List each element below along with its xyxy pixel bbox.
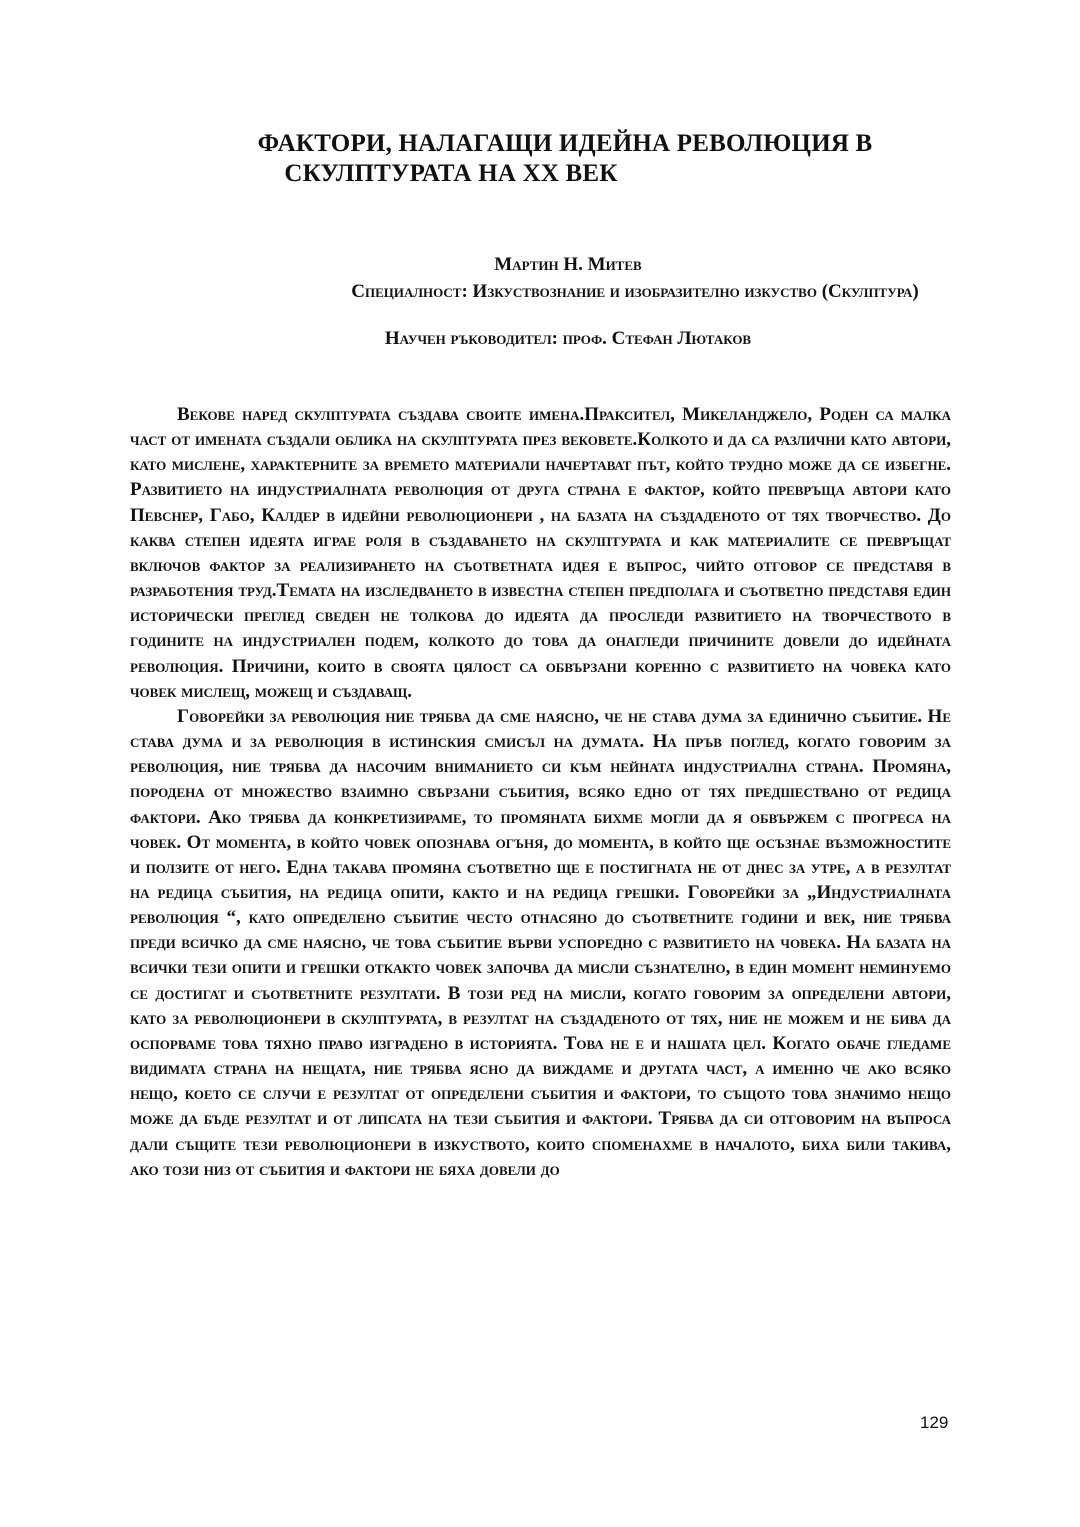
page-number: 129	[920, 1413, 949, 1432]
scientific-advisor: Научен ръководител: проф. Стефан Лютаков	[384, 328, 752, 349]
paper-title-line-1: ФАКТОРИ, НАЛАГАЩИ ИДЕЙНА РЕВОЛЮЦИЯ В	[257, 130, 873, 157]
author-name: Мартин Н. Митев	[494, 254, 642, 275]
author-specialty: Специалност: Изкуствознание и изобразително изкуство (Скулптура)	[351, 281, 919, 302]
body-text	[130, 402, 951, 1182]
paragraph-2: Говорейки за революция ние трябва да сме наясно, че не става дума за единично събитие. Не става дума и за революция в истинския смисъл на думата. На пръв поглед, когато говорим за революция, ние трябва да насочим вниманието си към нейната индустриална страна. Промяна, породена от множество взаимно свързани събития, всяко едно от тях предшествано от редица фактори. Ако трябва да конкретизираме, то промяната бихме могли да я обвържем с прогреса на човек. От момента, в който човек опознава огъня, до момента, в който ще осъзнае възможностите и ползите от него. Една такава промяна съответно ще е постигната не от днес за утре, а в резултат на редица събития, на редица опити, както и на редица грешки. Говорейки за „Индустриалната революция “, като определено събитие често отнасяно до съответните години и век, ние трябва преди всичко да сме наясно, че това събитие върви успоредно с развитието на човека. На базата на всички тези опити и грешки откакто човек започва да мисли съзнателно, в един момент неминуемо се достигат и съответните резултати. В този ред на мисли, когато говорим за определени автори, като за революционери в скулптурата, в резултат на създаденото от тях, ние не можем и не бива да оспорваме това тяхно право изградено в историята. Това не е и нашата цел. Когато обаче гледаме видимата страна на нещата, ние трябва ясно да виждаме и другата част, а именно че ако всяко нещо, което се случи е резултат от определени събития и фактори, то същото това значимо нещо може да бъде резултат и от липсата на тези събития и фактори. Трябва да си отговорим на въпроса дали същите тези революционери в изкуството, които споменахме в началото, биха били такива, ако този низ от събития и фактори не бяха довели до	[130, 705, 951, 1180]
paragraph-1: Векове наред скулптурата създава своите имена.Праксител, Микеланджело, Роден са малка част от имената създали облика на скулптурата през вековете.Колкото и да са различни като автори, като мислене, характерните за времето материали начертават път, който трудно може да се избегне. Развитието на индустриалната революция от друга страна е фактор, който превръща автори като Певснер, Габо, Калдер в идейни революционери , на базата на създаденото от тях творчество. До каква степен идеята играе роля в създаването на скулптурата и как материалите се превръщат включов фактор за реализирането на съответната идея е въпрос, чийто отговор се представя в разработения труд.Темата на изследването в известна степен предполага и съответно представя един исторически преглед сведен не толкова до идеята да проследи развитието на творчеството в годините на индустриален подем, колкото до това да онагледи причините довели до идейната революция. Причини, които в своята цялост са обвързани коренно с развитието на човека като човек мислещ, можещ и създаващ.	[130, 404, 951, 702]
paper-title-line-2: СКУЛПТУРАТА НА ХХ ВЕК	[284, 160, 618, 187]
